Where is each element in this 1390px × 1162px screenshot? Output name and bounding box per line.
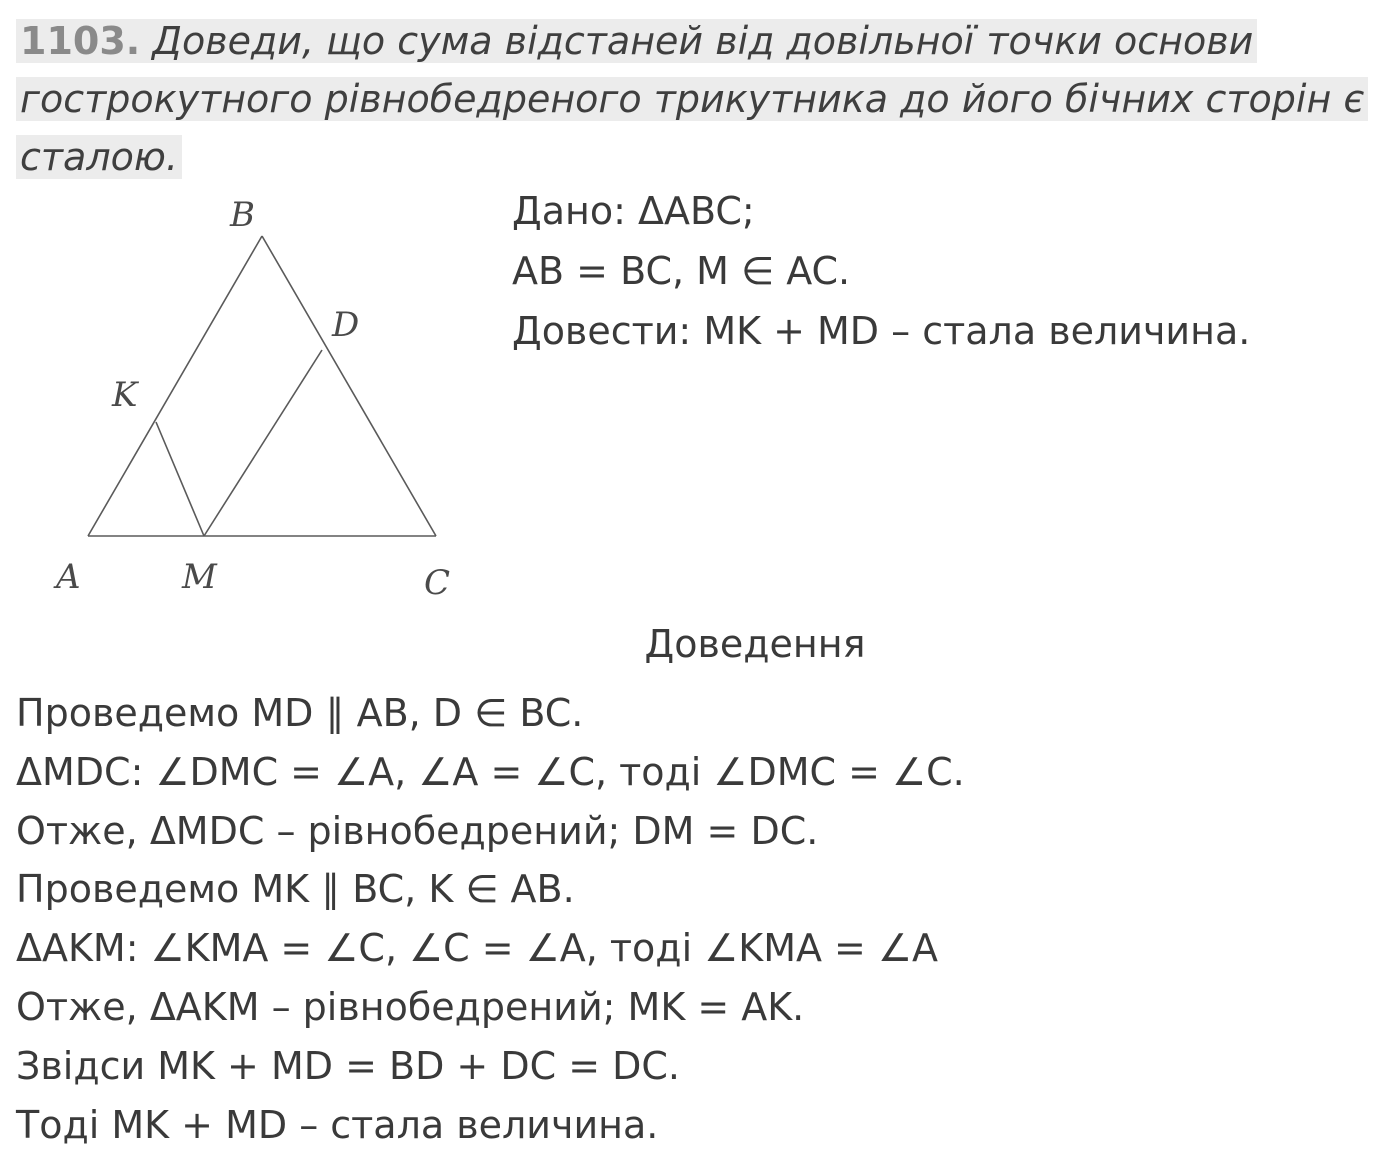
given-line: Довести: MK + MD – стала величина. [512, 309, 1251, 353]
label-k: K [112, 375, 138, 415]
task-statement [16, 12, 1376, 186]
given-block [512, 181, 1250, 361]
label-b: B [230, 195, 255, 235]
proof-line: Проведемо MD ∥ AB, D ∈ BC. [16, 691, 584, 735]
proof-line: Тоді MK + MD – стала величина. [16, 1102, 659, 1147]
proof-heading: Доведення [644, 622, 866, 666]
task-text: Доведи, що сума відстаней від довільної точки основи гострокутного рівнобедреного трикутника до його бічних сторін є сталою. [20, 19, 1365, 179]
label-m: M [182, 557, 217, 597]
task-number: 1103. [20, 19, 141, 63]
proof-line: Отже, ΔMDC – рівнобедрений; DM = DC. [16, 808, 819, 853]
proof-block [16, 684, 965, 1154]
triangle-figure [40, 190, 500, 610]
label-c: C [424, 563, 451, 603]
segment-md [204, 350, 322, 536]
proof-line: ΔMDC: ∠DMC = ∠A, ∠A = ∠C, тоді ∠DMC = ∠C. [16, 749, 965, 794]
side-bc [262, 236, 436, 536]
segment-mk [156, 422, 204, 536]
proof-line: Отже, ΔAKM – рівнобедрений; MK = AK. [16, 984, 805, 1029]
label-a: A [56, 557, 81, 597]
label-d: D [332, 305, 360, 345]
proof-line: Проведемо MK ∥ BC, K ∈ AB. [16, 867, 575, 912]
given-line: Дано: ΔABC; [512, 189, 755, 233]
given-line: AB = BC, M ∈ AC. [512, 249, 851, 293]
proof-line: Звідси MK + MD = BD + DC = DC. [16, 1043, 680, 1088]
proof-line: ΔAKM: ∠KMA = ∠C, ∠C = ∠A, тоді ∠KMA = ∠A [16, 926, 939, 971]
